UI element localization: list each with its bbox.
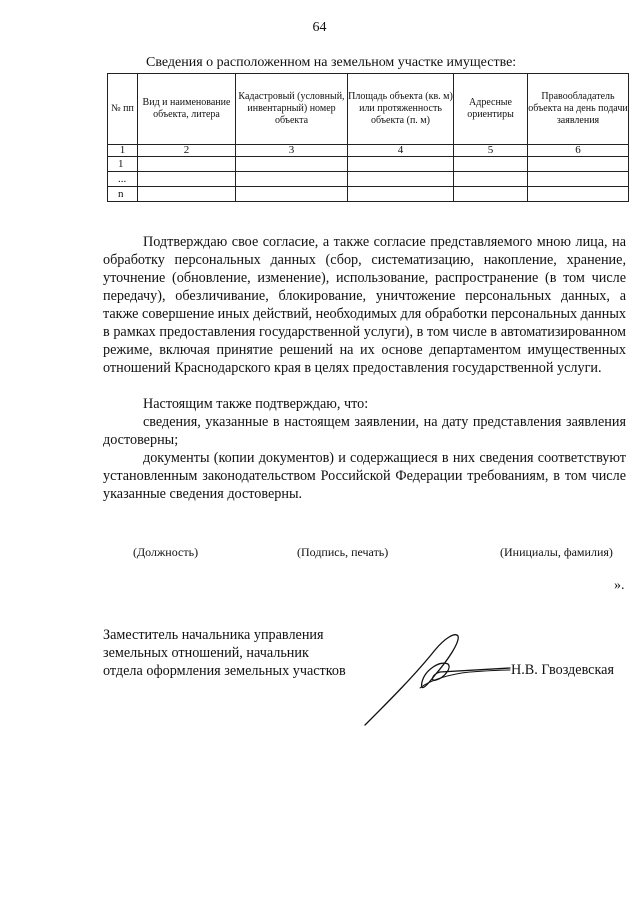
table-cell (528, 172, 629, 187)
column-number: 6 (528, 145, 629, 157)
signer-title-line: отдела оформления земельных участков (103, 663, 346, 679)
closing-quote: ». (614, 578, 625, 593)
signer-title (103, 626, 346, 680)
position-caption: (Должность) (133, 545, 199, 559)
table-cell: ... (108, 172, 138, 187)
header-rights-holder: Правообладатель объекта на день подачи заявления (528, 74, 629, 145)
table-row (108, 157, 629, 172)
table-cell (236, 187, 348, 202)
table-cell (236, 157, 348, 172)
column-number: 4 (348, 145, 454, 157)
table-cell (528, 187, 629, 202)
table-cell (138, 187, 236, 202)
property-table-title: Сведения о расположенном на земельном участке имуществе: (146, 55, 517, 70)
column-number: 1 (108, 145, 138, 157)
column-number: 5 (454, 145, 528, 157)
table-cell (348, 157, 454, 172)
table-cell (454, 187, 528, 202)
header-number: № пп (108, 74, 138, 145)
header-object-type: Вид и наименование объекта, литера (138, 74, 236, 145)
table-cell (138, 157, 236, 172)
handwritten-signature (360, 630, 520, 730)
table-cell (236, 172, 348, 187)
table-cell (528, 157, 629, 172)
consent-paragraph: Подтверждаю свое согласие, а также согласие представляемого мною лица, на обработку персональных данных (сбор, систематизацию, накопление, хранение, уточнение (обновление, изменение), использование, распространение (в том числе передачу), обезличивание, блокирование, уничтожение персональных данных, а также совершение иных действий, необходимых для обработки персональных данных в рамках предоставления государственной услуги), в том числе в автоматизированном режиме, включая принятие решений на их основе департаментом имущественных отношений Краснодарского края в целях предоставления государственной услуги. (103, 234, 626, 376)
confirmation-item-2: документы (копии документов) и содержащиеся в них сведения соответствуют установленным законодательством Российской Федерации требованиям, в том числе указанные сведения достоверны. (103, 450, 626, 502)
page-number: 64 (312, 20, 327, 35)
table-cell (348, 187, 454, 202)
column-number: 2 (138, 145, 236, 157)
table-row (108, 187, 629, 202)
header-cadastral-number: Кадастровый (условный, инвентарный) номер объекта (236, 74, 348, 145)
header-area: Площадь объекта (кв. м) или протяженность объекта (п. м) (348, 74, 454, 145)
table-cell (348, 172, 454, 187)
table-cell: n (108, 187, 138, 202)
signer-title-line: земельных отношений, начальник (103, 645, 309, 661)
table-cell (138, 172, 236, 187)
table-cell (454, 157, 528, 172)
signer-title-line: Заместитель начальника управления (103, 627, 324, 643)
signer-name: Н.В. Гвоздевская (511, 662, 614, 678)
table-cell (454, 172, 528, 187)
confirmation-item-1: сведения, указанные в настоящем заявлении, на дату представления заявления достоверны; (103, 414, 626, 448)
property-table (107, 73, 629, 202)
confirmation-intro: Настоящим также подтверждаю, что: (143, 396, 369, 412)
name-caption: (Инициалы, фамилия) (500, 545, 613, 559)
column-number: 3 (236, 145, 348, 157)
signature-caption: (Подпись, печать) (297, 545, 389, 559)
table-cell: 1 (108, 157, 138, 172)
header-address: Адресные ориентиры (454, 74, 528, 145)
table-row (108, 172, 629, 187)
column-number-row (108, 145, 629, 157)
table-header-row (108, 74, 629, 145)
